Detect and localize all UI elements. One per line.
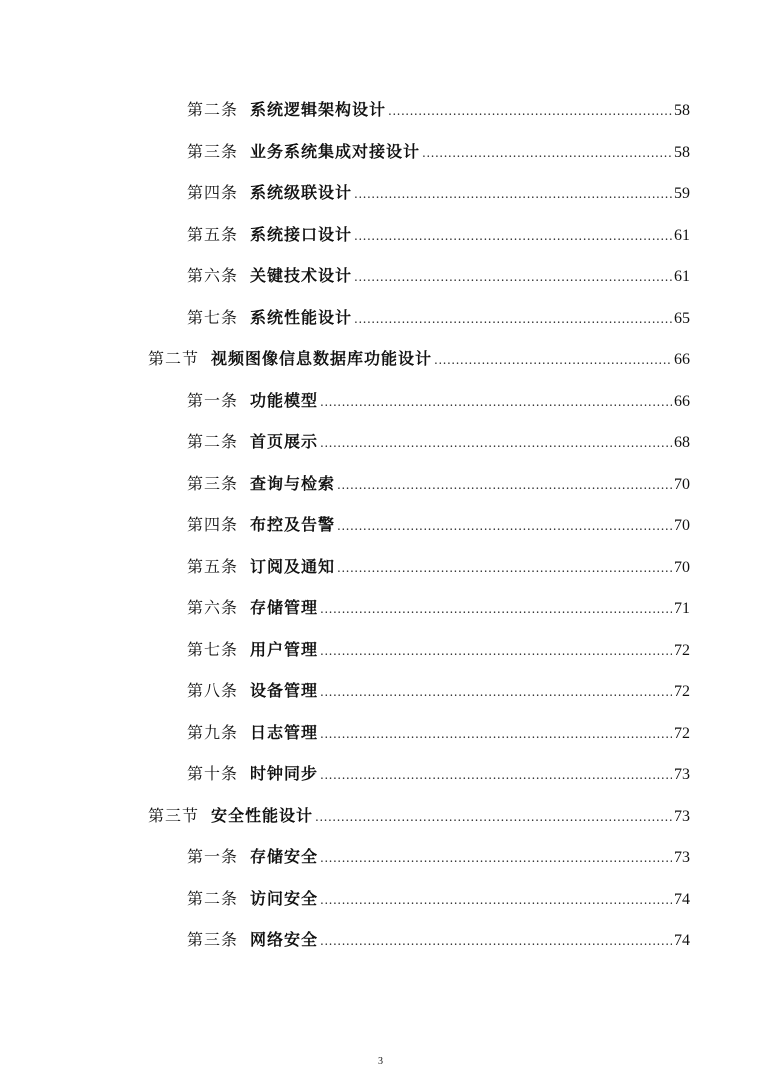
entry-page-number: 73 [674,849,690,866]
dot-leader [354,182,672,205]
dot-leader [320,431,672,454]
entry-title: 功能模型 [250,391,319,410]
toc-entry[interactable] [187,679,690,703]
entry-title: 用户管理 [250,640,319,659]
entry-label: 第三节 [148,806,200,825]
entry-title: 访问安全 [250,889,319,908]
toc-entry[interactable] [187,181,690,205]
entry-title: 系统级联设计 [250,183,353,202]
toc-entry[interactable] [187,845,690,869]
entry-page-number: 70 [674,517,690,534]
dot-leader [320,888,672,911]
dot-leader [315,805,672,828]
entry-title: 时钟同步 [250,764,319,783]
dot-leader [388,99,672,122]
toc-entry[interactable] [187,887,690,911]
dot-leader [320,763,672,786]
entry-label: 第三条 [187,142,239,161]
entry-label: 第三条 [187,474,239,493]
entry-title: 存储管理 [250,598,319,617]
entry-title: 视频图像信息数据库功能设计 [211,349,433,368]
toc-section-entry[interactable] [148,347,690,371]
entry-title: 系统接口设计 [250,225,353,244]
entry-title: 查询与检索 [250,474,336,493]
entry-page-number: 74 [674,891,690,908]
entry-page-number: 58 [674,102,690,119]
toc-entry[interactable] [187,472,690,496]
entry-title: 网络安全 [250,930,319,949]
entry-title: 订阅及通知 [250,557,336,576]
entry-title: 日志管理 [250,723,319,742]
dot-leader [320,722,672,745]
dot-leader [320,680,672,703]
entry-label: 第四条 [187,183,239,202]
entry-title: 首页展示 [250,432,319,451]
entry-page-number: 73 [674,766,690,783]
entry-label: 第六条 [187,598,239,617]
entry-page-number: 65 [674,310,690,327]
entry-page-number: 70 [674,559,690,576]
entry-page-number: 66 [674,351,690,368]
dot-leader [354,224,672,247]
toc-entry[interactable] [187,513,690,537]
toc-entry[interactable] [187,596,690,620]
toc-section-entry[interactable] [148,804,690,828]
entry-page-number: 58 [674,144,690,161]
toc-entry[interactable] [187,430,690,454]
entry-label: 第二条 [187,432,239,451]
toc-entry[interactable] [187,389,690,413]
dot-leader [422,141,672,164]
dot-leader [337,556,672,579]
entry-title: 关键技术设计 [250,266,353,285]
entry-page-number: 73 [674,808,690,825]
entry-label: 第二条 [187,889,239,908]
dot-leader [320,390,672,413]
toc-entry[interactable] [187,264,690,288]
toc-entry[interactable] [187,98,690,122]
entry-title: 系统逻辑架构设计 [250,100,387,119]
entry-label: 第一条 [187,847,239,866]
page-number-footer: 3 [378,1056,383,1067]
dot-leader [320,846,672,869]
entry-page-number: 59 [674,185,690,202]
dot-leader [320,929,672,952]
entry-label: 第十条 [187,764,239,783]
entry-label: 第五条 [187,557,239,576]
entry-title: 布控及告警 [250,515,336,534]
entry-title: 业务系统集成对接设计 [250,142,421,161]
entry-page-number: 70 [674,476,690,493]
dot-leader [320,597,672,620]
entry-label: 第三条 [187,930,239,949]
toc-entry[interactable] [187,721,690,745]
entry-page-number: 72 [674,642,690,659]
toc-entry[interactable] [187,638,690,662]
toc-entry[interactable] [187,140,690,164]
toc-entry[interactable] [187,762,690,786]
toc-entry[interactable] [187,555,690,579]
entry-page-number: 74 [674,932,690,949]
toc-entry[interactable] [187,223,690,247]
entry-label: 第九条 [187,723,239,742]
entry-page-number: 61 [674,227,690,244]
entry-title: 设备管理 [250,681,319,700]
entry-title: 安全性能设计 [211,806,314,825]
dot-leader [354,307,672,330]
entry-label: 第四条 [187,515,239,534]
entry-label: 第一条 [187,391,239,410]
entry-label: 第六条 [187,266,239,285]
entry-label: 第八条 [187,681,239,700]
entry-page-number: 61 [674,268,690,285]
entry-page-number: 72 [674,683,690,700]
entry-label: 第二条 [187,100,239,119]
entry-page-number: 71 [674,600,690,617]
dot-leader [354,265,672,288]
entry-label: 第二节 [148,349,200,368]
entry-page-number: 68 [674,434,690,451]
dot-leader [337,514,672,537]
entry-title: 系统性能设计 [250,308,353,327]
entry-label: 第七条 [187,640,239,659]
entry-page-number: 66 [674,393,690,410]
entry-label: 第五条 [187,225,239,244]
toc-entry[interactable] [187,928,690,952]
dot-leader [337,473,672,496]
entry-page-number: 72 [674,725,690,742]
dot-leader [320,639,672,662]
toc-entry[interactable] [187,306,690,330]
dot-leader [434,348,672,371]
entry-label: 第七条 [187,308,239,327]
entry-title: 存储安全 [250,847,319,866]
